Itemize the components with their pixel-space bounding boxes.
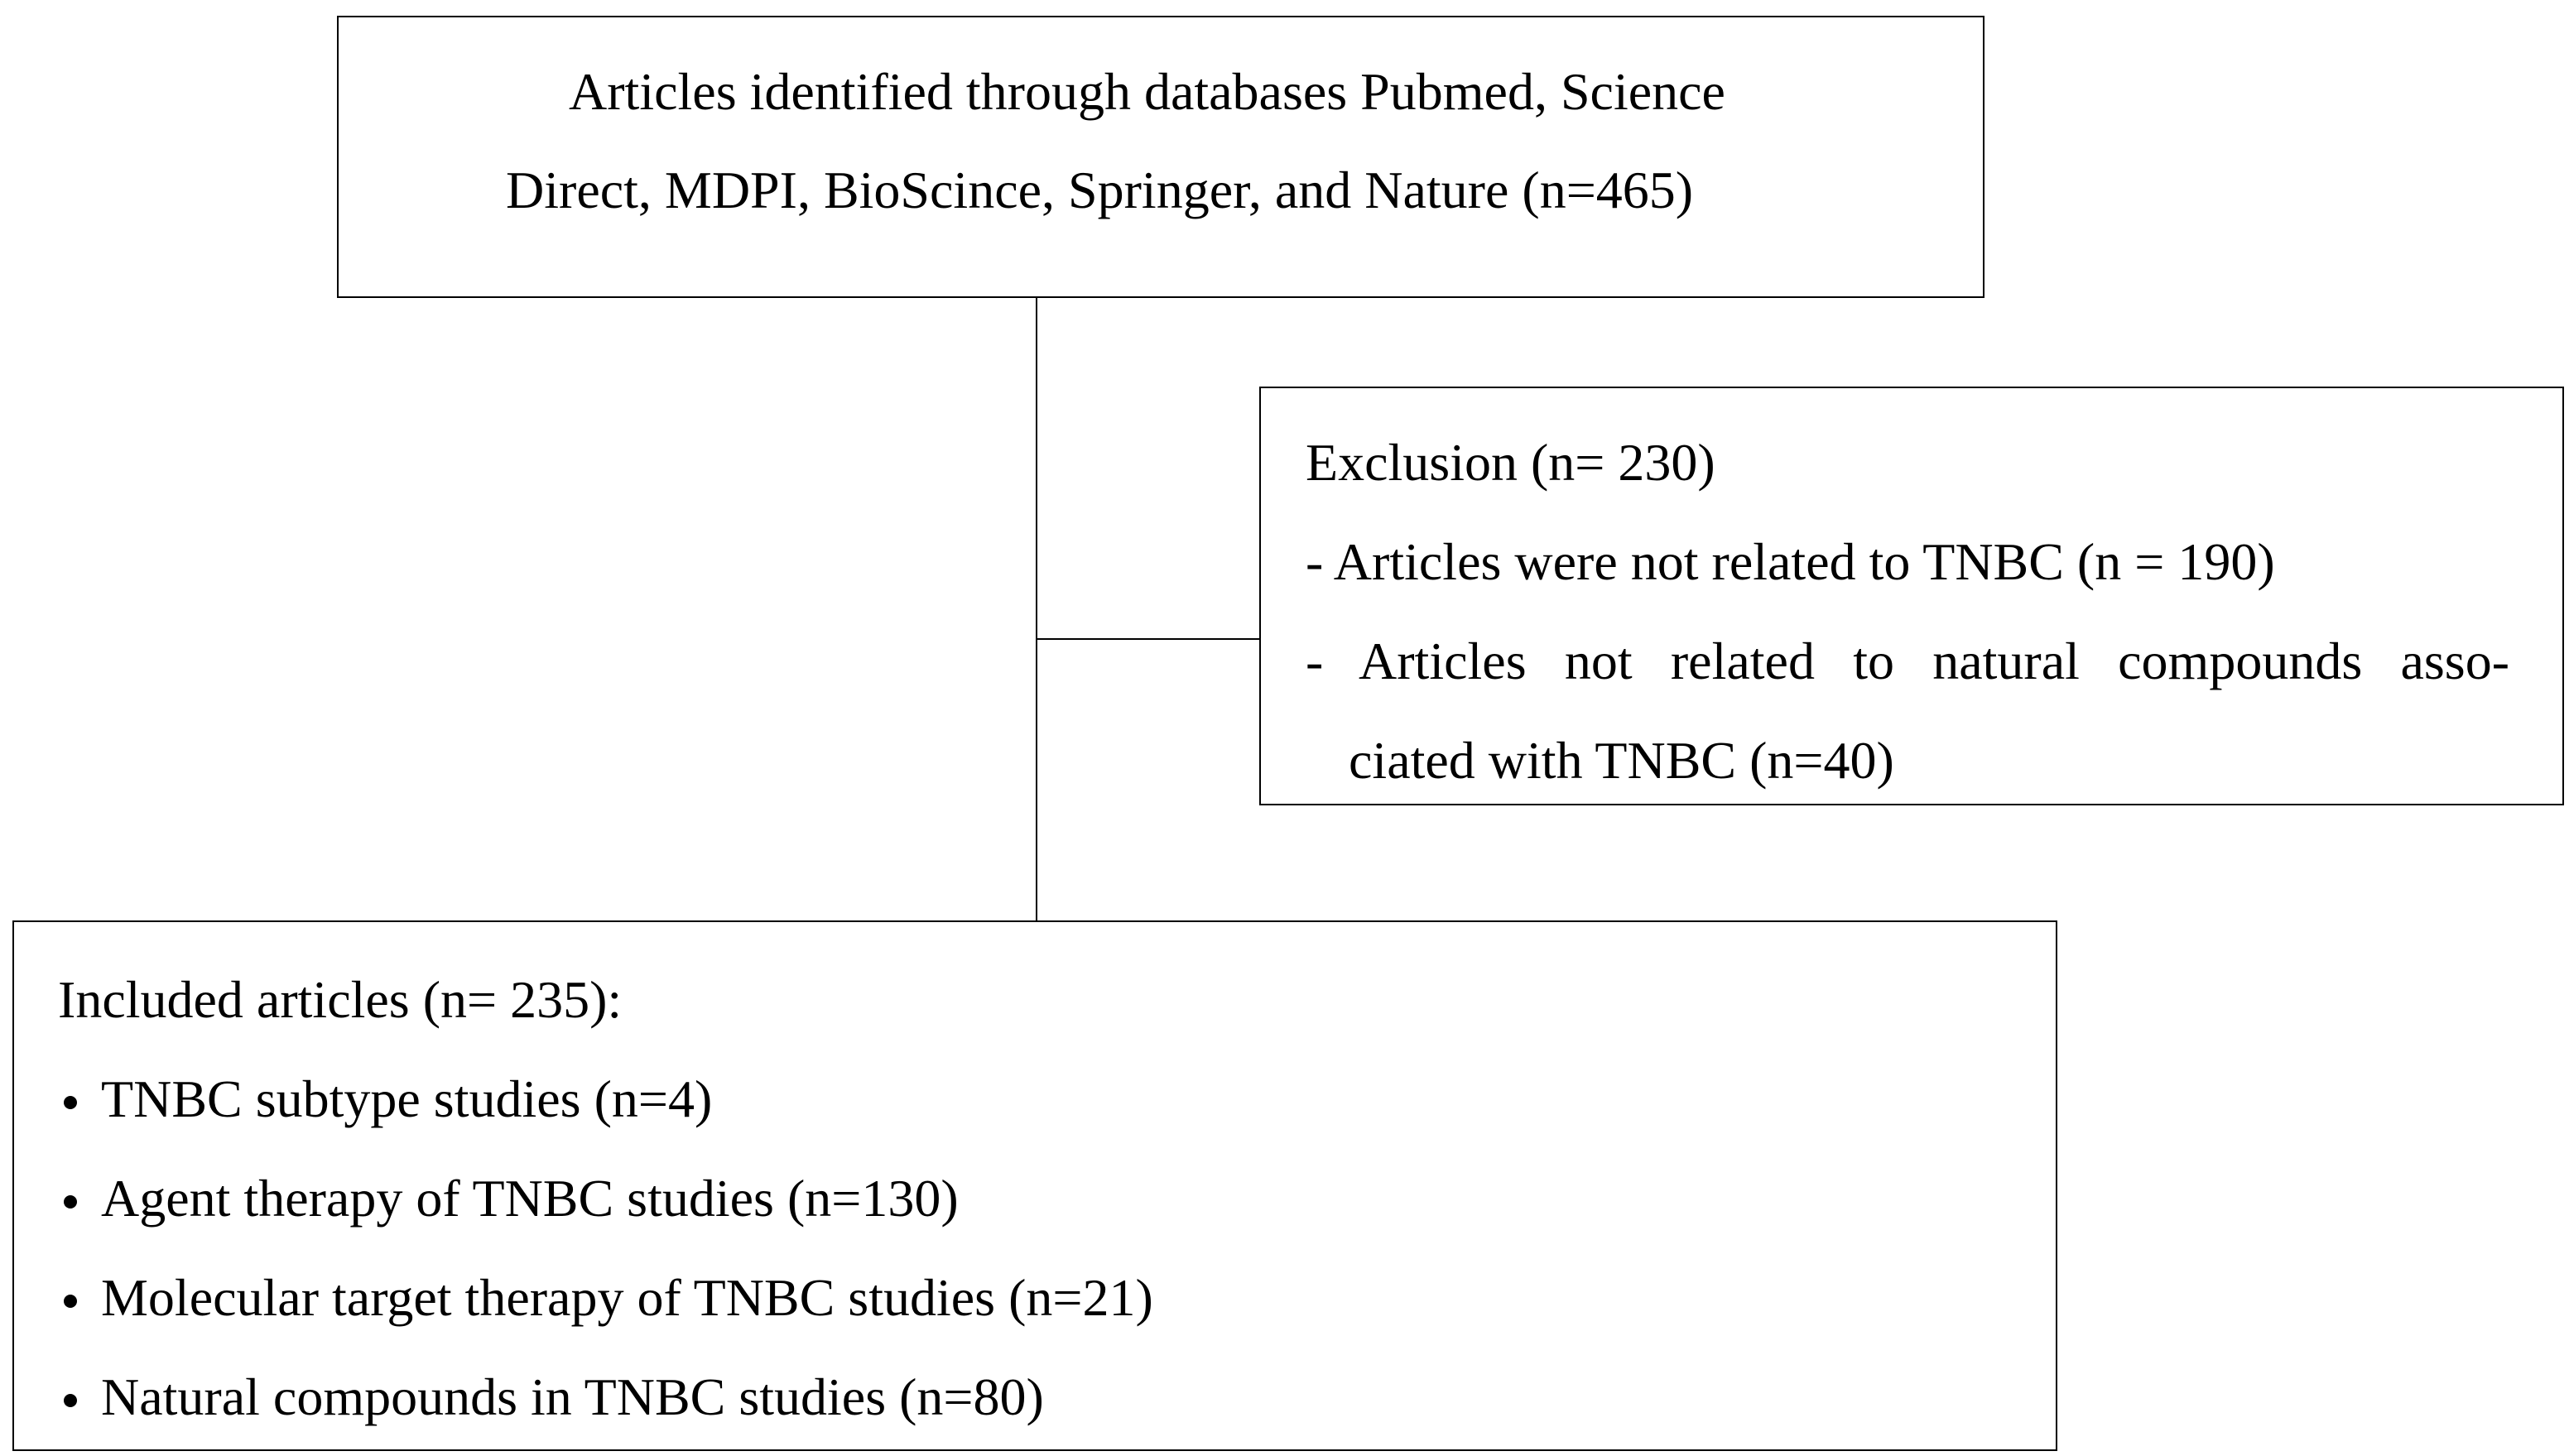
- list-item-label: TNBC subtype studies (n=4): [101, 1069, 713, 1128]
- bullet-icon: [64, 1295, 77, 1308]
- exclusion-item-1: - Articles were not related to TNBC (n = 190): [1306, 532, 2275, 591]
- source-line-1: Articles identified through databases Pubmed, Science: [569, 62, 1725, 121]
- list-item-label: Agent therapy of TNBC studies (n=130): [101, 1169, 959, 1228]
- source-box: [337, 16, 1984, 298]
- bullet-icon: [64, 1096, 77, 1109]
- exclusion-title: Exclusion (n= 230): [1306, 433, 1715, 492]
- bullet-icon: [64, 1394, 77, 1407]
- connector-vertical: [1036, 298, 1037, 920]
- bullet-icon: [64, 1195, 77, 1209]
- connector-horizontal: [1036, 638, 1259, 640]
- included-box: [12, 920, 2057, 1451]
- list-item-label: Natural compounds in TNBC studies (n=80): [101, 1367, 1044, 1426]
- exclusion-item-2-line-2: ciated with TNBC (n=40): [1349, 731, 1894, 790]
- list-item-label: Molecular target therapy of TNBC studies (n=21): [101, 1268, 1153, 1327]
- exclusion-box: [1259, 387, 2564, 805]
- included-title: Included articles (n= 235):: [58, 970, 623, 1029]
- source-line-2: Direct, MDPI, BioScince, Springer, and Nature (n=465): [506, 161, 1694, 219]
- exclusion-item-2-line-1: - Articles not related to natural compounds asso-: [1306, 632, 2509, 690]
